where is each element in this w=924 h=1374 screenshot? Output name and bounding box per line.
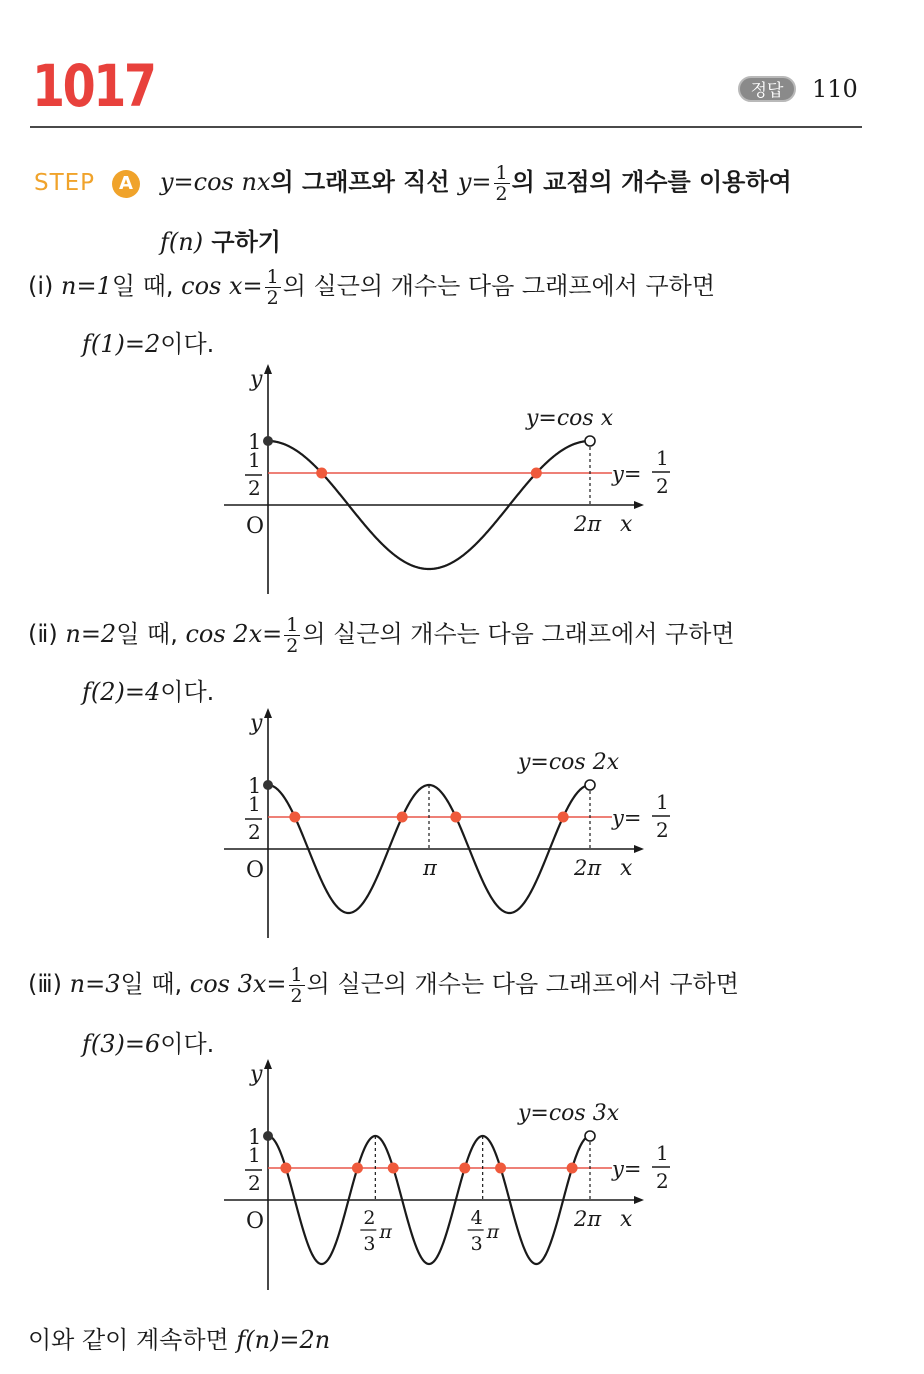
y-axis-label: y xyxy=(250,1062,263,1087)
case-cond: 일 때, xyxy=(120,970,190,998)
y-tick-half-denominator: 2 xyxy=(248,1171,261,1195)
case-n: n=1 xyxy=(61,272,112,300)
y-axis-label: y xyxy=(250,711,263,736)
problem-number: 1017 xyxy=(32,52,155,120)
x-tick-denominator: 3 xyxy=(363,1233,376,1255)
intersection-point xyxy=(567,1163,578,1174)
step-badge: A xyxy=(112,170,140,198)
case-n: n=3 xyxy=(69,970,121,998)
y-tick-one: 1 xyxy=(248,774,262,798)
case-result-math: f(2)=4 xyxy=(82,678,161,706)
step-title-math: y=cos nx xyxy=(160,168,271,196)
y-tick-half-numerator: 1 xyxy=(248,792,261,816)
fraction-numerator: 1 xyxy=(266,265,279,288)
step-title-line2-math: f(n) xyxy=(160,228,204,256)
x-tick-label: 2π xyxy=(574,856,602,880)
case-result-tail: 이다. xyxy=(160,330,215,358)
y-axis-label: y xyxy=(250,367,263,392)
case-tag: (ⅱ) xyxy=(28,620,58,648)
y-tick-half-numerator: 1 xyxy=(248,1143,261,1167)
fraction-denominator: 2 xyxy=(290,984,303,1007)
x-axis-label: x xyxy=(620,1207,633,1232)
intersection-point xyxy=(352,1163,363,1174)
conclusion-math: f(n)=2n xyxy=(236,1326,331,1354)
intersection-point xyxy=(459,1163,470,1174)
fraction-numerator: 1 xyxy=(495,161,508,184)
hline-label-denominator: 2 xyxy=(656,1169,669,1193)
y-tick-half-numerator: 1 xyxy=(248,448,261,472)
fraction-denominator: 2 xyxy=(286,634,299,657)
x-tick-label: 2π xyxy=(574,1207,602,1231)
x-tick-numerator: 2 xyxy=(363,1207,376,1229)
x-tick-symbol: π xyxy=(379,1221,392,1243)
end-point-open xyxy=(585,1131,595,1141)
x-tick-numerator: 4 xyxy=(470,1207,483,1229)
case-tag: (ⅲ) xyxy=(28,970,63,998)
case-result-math: f(3)=6 xyxy=(82,1030,161,1058)
hline-label-eq: y= xyxy=(612,806,642,830)
y-tick-one: 1 xyxy=(248,430,262,454)
conclusion xyxy=(28,1320,330,1355)
fraction-denominator: 2 xyxy=(495,182,508,205)
intersection-point xyxy=(495,1163,506,1174)
case-cond: 일 때, xyxy=(111,272,182,300)
fraction-denominator: 2 xyxy=(266,286,279,309)
origin-label: O xyxy=(246,858,265,883)
y-tick-one: 1 xyxy=(248,1125,262,1149)
hline-label-denominator: 2 xyxy=(656,818,669,842)
case-tail: 의 실근의 개수는 다음 그래프에서 구하면 xyxy=(282,272,716,300)
fraction-numerator: 1 xyxy=(286,613,299,636)
intersection-point xyxy=(280,1163,291,1174)
step-title-text-2: 의 교점의 개수를 이용하여 xyxy=(511,168,792,196)
x-tick-label: π xyxy=(423,856,437,880)
case-tail: 의 실근의 개수는 다음 그래프에서 구하면 xyxy=(306,970,739,998)
answer-page-number: 110 xyxy=(812,75,858,103)
step-title-text: 의 그래프와 직선 xyxy=(270,168,458,196)
hline-label-eq: y= xyxy=(612,1157,642,1181)
case-cond: 일 때, xyxy=(116,620,186,648)
case-eq: cos x= xyxy=(181,272,263,300)
x-tick-symbol: π xyxy=(486,1221,500,1243)
x-axis-arrow xyxy=(634,1196,644,1204)
case-result-tail: 이다. xyxy=(160,678,215,706)
origin-label: O xyxy=(246,514,265,539)
fraction-numerator: 1 xyxy=(290,963,303,986)
curve-label: y=cos x xyxy=(526,406,614,431)
x-axis-label: x xyxy=(620,512,633,537)
y-tick-half-denominator: 2 xyxy=(248,476,261,500)
y-axis-arrow xyxy=(264,1059,272,1069)
hline-label-eq: y= xyxy=(612,462,642,486)
case-n: n=2 xyxy=(65,620,117,648)
intersection-point xyxy=(388,1163,399,1174)
conclusion-text: 이와 같이 계속하면 xyxy=(28,1326,237,1354)
hline-label-denominator: 2 xyxy=(656,474,669,498)
step-title-line2-text: 구하기 xyxy=(203,228,281,256)
y-tick-half-denominator: 2 xyxy=(248,820,261,844)
origin-label: O xyxy=(246,1209,265,1234)
hline-label-numerator: 1 xyxy=(656,790,669,814)
case-tail: 의 실근의 개수는 다음 그래프에서 구하면 xyxy=(302,620,735,648)
case-result-math: f(1)=2 xyxy=(82,330,161,358)
curve-label: y=cos 3x xyxy=(518,1101,620,1126)
answer-badge: 정답 xyxy=(738,76,796,102)
curve-label: y=cos 2x xyxy=(518,750,620,775)
step-label: STEP xyxy=(34,170,96,196)
case-tag: (ⅰ) xyxy=(28,272,54,300)
case-result-tail: 이다. xyxy=(160,1030,215,1058)
case-eq: cos 3x= xyxy=(189,970,287,998)
hline-label-numerator: 1 xyxy=(656,446,669,470)
hline-label-numerator: 1 xyxy=(656,1141,669,1165)
x-tick-label: 2π xyxy=(574,512,602,536)
start-point-closed xyxy=(263,1131,273,1141)
case-eq: cos 2x= xyxy=(185,620,283,648)
x-tick-denominator: 3 xyxy=(470,1233,483,1255)
step-title-eq: y= xyxy=(457,168,492,196)
x-axis-label: x xyxy=(620,856,633,881)
